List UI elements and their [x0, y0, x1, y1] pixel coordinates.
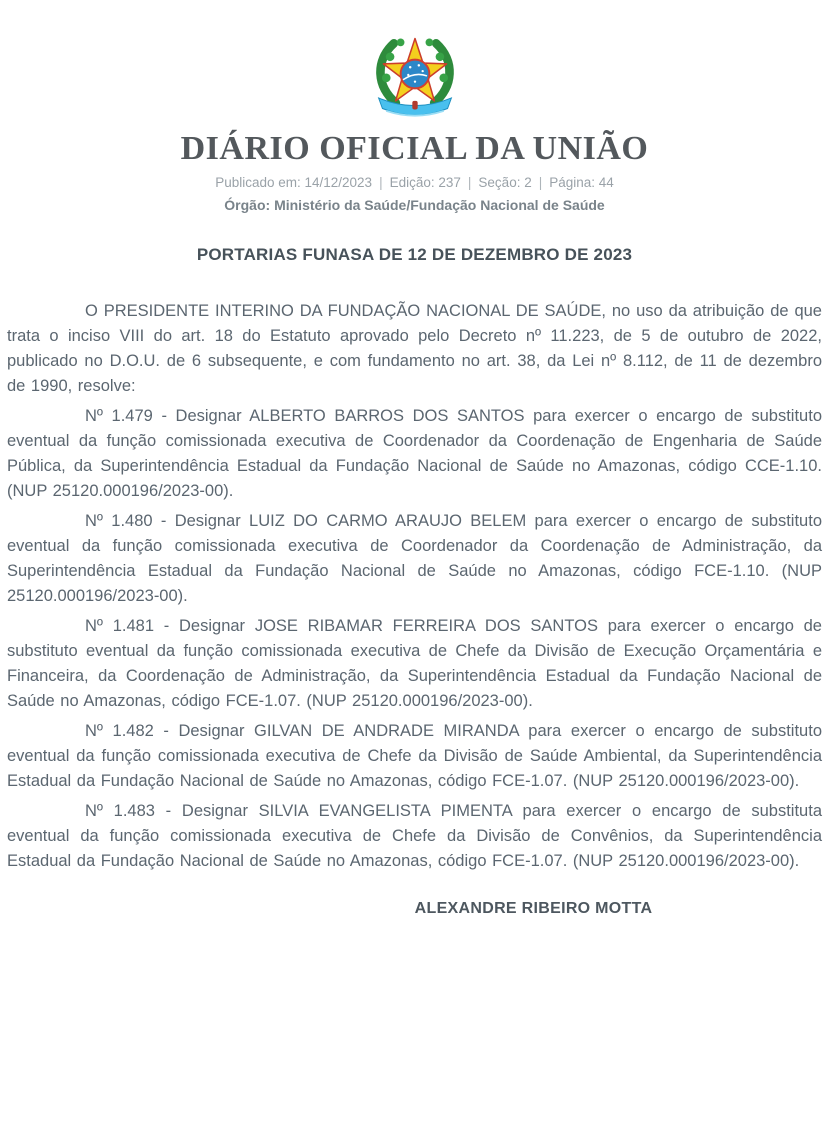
- sword-hilt: [412, 101, 417, 110]
- published-date: Publicado em: 14/12/2023: [215, 175, 373, 190]
- signature-name: ALEXANDRE RIBEIRO MOTTA: [414, 900, 653, 917]
- masthead-title: DIÁRIO OFICIAL DA UNIÃO: [180, 130, 649, 167]
- organ-line: Órgão: Ministério da Saúde/Fundação Nacional de Saúde: [224, 197, 605, 213]
- document-heading: PORTARIAS FUNASA DE 12 DE DEZEMBRO DE 2023: [196, 245, 633, 264]
- page-number: Página: 44: [549, 175, 614, 190]
- meta-separator: |: [538, 175, 543, 190]
- celestial-globe: [400, 60, 429, 89]
- section-number: Seção: 2: [478, 175, 532, 190]
- document-body: [0, 299, 829, 874]
- publication-meta: [0, 175, 829, 190]
- paragraph-preamble: O PRESIDENTE INTERINO DA FUNDAÇÃO NACIONAL DE SAÚDE, no uso da atribuição de que trata o inciso VIII do art. 18 do Estatuto aprovado pelo Decreto nº 11.223, de 5 de outubro de 2022, publicado no D.O.U. de 6 subsequente, e com fundamento no art. 38, da Lei nº 8.112, de 11 de dezembro de 1990, resolve:: [7, 302, 822, 395]
- brazil-coat-of-arms-icon: [366, 28, 464, 120]
- edition-number: Edição: 237: [389, 175, 461, 190]
- paragraph-portaria-1483: Nº 1.483 - Designar SILVIA EVANGELISTA PIMENTA para exercer o encargo de substituta eventual da função comissionada executiva de Chefe da Divisão de Convênios, da Superintendência Estadual da Fundação Nacional de Saúde no Amazonas, código FCE-1.07. (NUP 25120.000196/2023-00).: [7, 802, 822, 870]
- paragraph-portaria-1481: Nº 1.481 - Designar JOSE RIBAMAR FERREIRA DOS SANTOS para exercer o encargo de substituto eventual da função comissionada executiva de Chefe da Divisão de Execução Orçamentária e Financeira, da Coordenação de Administração, da Superintendência Estadual da Fundação Nacional de Saúde no Amazonas, código FCE-1.07. (NUP 25120.000196/2023-00).: [7, 617, 822, 710]
- meta-separator: |: [467, 175, 472, 190]
- paragraph-portaria-1482: Nº 1.482 - Designar GILVAN DE ANDRADE MIRANDA para exercer o encargo de substituto eventual da função comissionada executiva de Chefe da Divisão de Saúde Ambiental, da Superintendência Estadual da Fundação Nacional de Saúde no Amazonas, código FCE-1.07. (NUP 25120.000196/2023-00).: [7, 722, 822, 790]
- paragraph-portaria-1479: Nº 1.479 - Designar ALBERTO BARROS DOS SANTOS para exercer o encargo de substituto eventual da função comissionada executiva de Coordenador da Coordenação de Engenharia de Saúde Pública, da Superintendência Estadual da Fundação Nacional de Saúde no Amazonas, código CCE-1.10. (NUP 25120.000196/2023-00).: [7, 407, 822, 500]
- paragraph-portaria-1480: Nº 1.480 - Designar LUIZ DO CARMO ARAUJO BELEM para exercer o encargo de substituto eventual da função comissionada executiva de Coordenador da Coordenação de Administração, da Superintendência Estadual da Fundação Nacional de Saúde no Amazonas, código FCE-1.10. (NUP 25120.000196/2023-00).: [7, 512, 822, 605]
- meta-separator: |: [379, 175, 383, 190]
